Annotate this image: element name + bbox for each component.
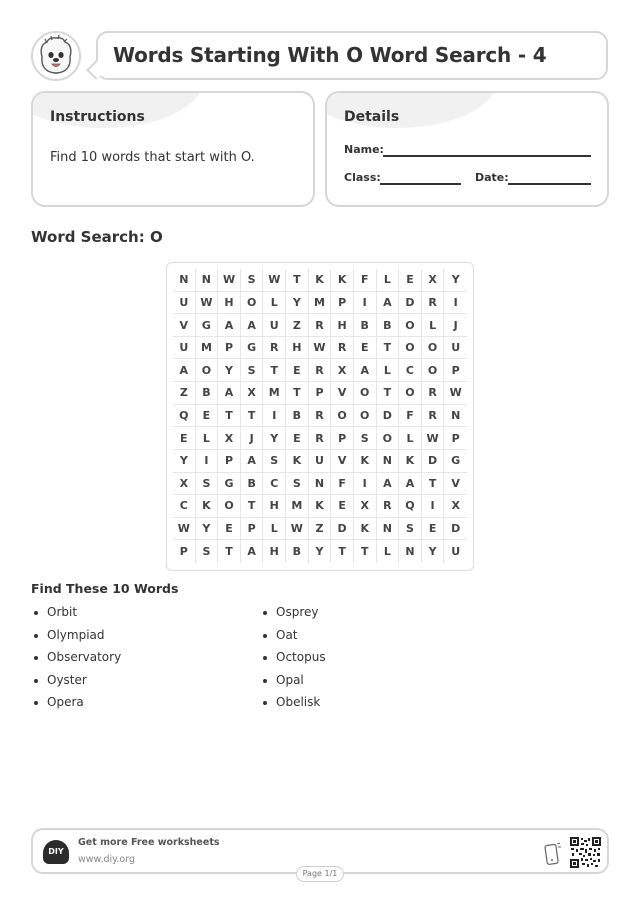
grid-cell[interactable]: E bbox=[331, 495, 354, 518]
grid-cell[interactable]: E bbox=[173, 427, 196, 450]
grid-cell[interactable]: L bbox=[263, 292, 286, 315]
grid-cell[interactable]: E bbox=[422, 518, 445, 541]
grid-cell[interactable]: N bbox=[377, 518, 400, 541]
instructions-panel bbox=[31, 91, 315, 207]
grid-cell[interactable]: B bbox=[354, 314, 377, 337]
grid-cell[interactable]: V bbox=[173, 314, 196, 337]
grid-cell[interactable]: W bbox=[218, 269, 241, 292]
grid-cell[interactable]: Y bbox=[309, 540, 332, 563]
grid-cell[interactable]: O bbox=[196, 359, 219, 382]
grid-cell[interactable]: I bbox=[263, 405, 286, 428]
grid-cell[interactable]: N bbox=[173, 269, 196, 292]
date-label: Date: bbox=[475, 171, 509, 184]
grid-cell[interactable]: I bbox=[354, 292, 377, 315]
grid-cell[interactable]: X bbox=[241, 382, 264, 405]
footer-url-link[interactable]: www.diy.org bbox=[78, 854, 135, 865]
grid-cell[interactable]: R bbox=[263, 337, 286, 360]
word-search-heading: Word Search: O bbox=[31, 228, 163, 246]
grid-cell[interactable]: R bbox=[422, 382, 445, 405]
grid-cell[interactable]: E bbox=[286, 359, 309, 382]
grid-cell[interactable]: A bbox=[377, 473, 400, 496]
grid-cell[interactable]: E bbox=[218, 518, 241, 541]
word-item: Octopus bbox=[276, 650, 326, 664]
details-panel bbox=[325, 91, 609, 207]
grid-cell[interactable]: S bbox=[354, 427, 377, 450]
grid-cell[interactable]: O bbox=[399, 314, 422, 337]
class-label: Class: bbox=[344, 171, 381, 184]
grid-cell[interactable]: U bbox=[173, 292, 196, 315]
grid-cell[interactable]: D bbox=[422, 450, 445, 473]
grid-cell[interactable]: T bbox=[422, 473, 445, 496]
grid-cell[interactable]: X bbox=[218, 427, 241, 450]
grid-cell[interactable]: O bbox=[241, 292, 264, 315]
grid-cell[interactable]: T bbox=[377, 337, 400, 360]
grid-cell[interactable]: K bbox=[309, 269, 332, 292]
grid-cell[interactable]: Z bbox=[286, 314, 309, 337]
grid-cell[interactable]: W bbox=[444, 382, 467, 405]
grid-cell[interactable]: V bbox=[331, 382, 354, 405]
grid-cell[interactable]: E bbox=[286, 427, 309, 450]
grid-cell[interactable]: R bbox=[422, 405, 445, 428]
grid-cell[interactable]: F bbox=[354, 269, 377, 292]
grid-cell[interactable]: X bbox=[422, 269, 445, 292]
grid-cell[interactable]: P bbox=[173, 540, 196, 563]
grid-cell[interactable]: U bbox=[263, 314, 286, 337]
grid-cell[interactable]: R bbox=[422, 292, 445, 315]
grid-cell[interactable]: T bbox=[286, 382, 309, 405]
grid-cell[interactable]: T bbox=[218, 540, 241, 563]
grid-cell[interactable]: G bbox=[196, 314, 219, 337]
grid-cell[interactable]: B bbox=[241, 473, 264, 496]
grid-cell[interactable]: D bbox=[444, 518, 467, 541]
grid-cell[interactable]: P bbox=[218, 450, 241, 473]
word-item: Oat bbox=[276, 628, 298, 642]
grid-cell[interactable]: Z bbox=[173, 382, 196, 405]
grid-cell[interactable]: O bbox=[399, 382, 422, 405]
grid-cell[interactable]: I bbox=[444, 292, 467, 315]
grid-cell[interactable]: L bbox=[196, 427, 219, 450]
grid-cell[interactable]: Y bbox=[196, 518, 219, 541]
grid-cell[interactable]: C bbox=[263, 473, 286, 496]
phone-icon bbox=[544, 842, 562, 870]
grid-cell[interactable]: B bbox=[196, 382, 219, 405]
grid-cell[interactable]: H bbox=[263, 540, 286, 563]
word-list-heading: Find These 10 Words bbox=[31, 581, 179, 596]
grid-cell[interactable]: V bbox=[444, 473, 467, 496]
date-field[interactable] bbox=[508, 183, 591, 185]
word-item: Opal bbox=[276, 673, 304, 687]
grid-cell[interactable]: E bbox=[354, 337, 377, 360]
grid-cell[interactable]: W bbox=[196, 292, 219, 315]
grid-cell[interactable]: R bbox=[309, 427, 332, 450]
qr-code-icon[interactable] bbox=[570, 837, 601, 868]
grid-cell[interactable]: R bbox=[309, 405, 332, 428]
word-item: Oyster bbox=[47, 673, 87, 687]
grid-cell[interactable]: R bbox=[309, 314, 332, 337]
grid-cell[interactable]: N bbox=[444, 405, 467, 428]
grid-cell[interactable]: T bbox=[263, 359, 286, 382]
logo-text: DIY bbox=[48, 847, 64, 856]
grid-cell[interactable]: I bbox=[354, 473, 377, 496]
class-field[interactable] bbox=[380, 183, 461, 185]
word-item: Obelisk bbox=[276, 695, 321, 709]
grid-cell[interactable]: T bbox=[377, 382, 400, 405]
instructions-text: Find 10 words that start with O. bbox=[50, 150, 255, 165]
grid-cell[interactable]: L bbox=[377, 540, 400, 563]
grid-cell[interactable]: Y bbox=[263, 427, 286, 450]
grid-cell[interactable]: P bbox=[331, 292, 354, 315]
grid-cell[interactable]: W bbox=[422, 427, 445, 450]
word-item: Opera bbox=[47, 695, 84, 709]
grid-cell[interactable]: P bbox=[331, 427, 354, 450]
grid-cell[interactable]: T bbox=[354, 540, 377, 563]
grid-cell[interactable]: S bbox=[241, 359, 264, 382]
grid-cell[interactable]: K bbox=[196, 495, 219, 518]
grid-cell[interactable]: W bbox=[309, 337, 332, 360]
grid-cell[interactable]: T bbox=[286, 269, 309, 292]
grid-cell[interactable]: H bbox=[263, 495, 286, 518]
diy-logo-icon[interactable] bbox=[43, 840, 69, 864]
grid-cell[interactable]: J bbox=[444, 314, 467, 337]
grid-cell[interactable]: O bbox=[218, 495, 241, 518]
grid-cell[interactable]: O bbox=[354, 405, 377, 428]
grid-cell[interactable]: D bbox=[399, 292, 422, 315]
grid-cell[interactable]: X bbox=[331, 359, 354, 382]
grid-cell[interactable]: J bbox=[241, 427, 264, 450]
grid-cell[interactable]: R bbox=[377, 495, 400, 518]
grid-cell[interactable]: N bbox=[377, 450, 400, 473]
grid-cell[interactable]: M bbox=[196, 337, 219, 360]
grid-cell[interactable]: Q bbox=[399, 495, 422, 518]
grid-cell[interactable]: W bbox=[173, 518, 196, 541]
grid-cell[interactable]: A bbox=[173, 359, 196, 382]
grid-cell[interactable]: E bbox=[399, 269, 422, 292]
grid-cell[interactable]: E bbox=[196, 405, 219, 428]
grid-cell[interactable]: A bbox=[241, 540, 264, 563]
grid-cell[interactable]: N bbox=[196, 269, 219, 292]
grid-cell[interactable]: K bbox=[354, 450, 377, 473]
grid-cell[interactable]: P bbox=[218, 337, 241, 360]
grid-cell[interactable]: K bbox=[309, 495, 332, 518]
title-bubble bbox=[96, 31, 608, 80]
grid-cell[interactable]: C bbox=[173, 495, 196, 518]
name-field[interactable] bbox=[383, 155, 591, 157]
footer-promo-text: Get more Free worksheets bbox=[78, 837, 220, 848]
grid-cell[interactable]: A bbox=[354, 359, 377, 382]
grid-cell[interactable]: N bbox=[399, 540, 422, 563]
grid-cell[interactable]: G bbox=[241, 337, 264, 360]
grid-cell[interactable]: B bbox=[377, 314, 400, 337]
grid-cell[interactable]: O bbox=[422, 337, 445, 360]
grid-cell[interactable]: S bbox=[196, 473, 219, 496]
grid-cell[interactable]: O bbox=[422, 359, 445, 382]
grid-cell[interactable]: A bbox=[399, 473, 422, 496]
word-search-grid-frame bbox=[166, 262, 474, 571]
grid-cell[interactable]: U bbox=[173, 337, 196, 360]
grid-cell[interactable]: R bbox=[331, 337, 354, 360]
name-label: Name: bbox=[344, 143, 384, 156]
grid-cell[interactable]: G bbox=[444, 450, 467, 473]
word-item: Olympiad bbox=[47, 628, 105, 642]
grid-cell[interactable]: S bbox=[286, 473, 309, 496]
word-item: Observatory bbox=[47, 650, 122, 664]
grid-cell[interactable]: T bbox=[331, 540, 354, 563]
grid-cell[interactable]: L bbox=[422, 314, 445, 337]
grid-cell[interactable]: H bbox=[331, 314, 354, 337]
grid-cell[interactable]: L bbox=[399, 427, 422, 450]
page-indicator: Page 1/1 bbox=[296, 866, 344, 882]
grid-cell[interactable]: A bbox=[241, 314, 264, 337]
grid-cell[interactable]: O bbox=[331, 405, 354, 428]
grid-cell[interactable]: T bbox=[241, 495, 264, 518]
grid-cell[interactable]: P bbox=[309, 382, 332, 405]
word-item: Osprey bbox=[276, 605, 319, 619]
instructions-heading: Instructions bbox=[50, 109, 145, 125]
grid-cell[interactable]: A bbox=[241, 450, 264, 473]
grid-cell[interactable]: T bbox=[218, 405, 241, 428]
grid-cell[interactable]: I bbox=[196, 450, 219, 473]
grid-cell[interactable]: O bbox=[354, 382, 377, 405]
grid-cell[interactable]: L bbox=[377, 269, 400, 292]
grid-cell[interactable]: Y bbox=[218, 359, 241, 382]
grid-cell[interactable]: W bbox=[263, 269, 286, 292]
grid-cell[interactable]: A bbox=[218, 382, 241, 405]
grid-cell[interactable]: K bbox=[331, 269, 354, 292]
grid-cell[interactable]: D bbox=[377, 405, 400, 428]
grid-cell[interactable]: S bbox=[263, 450, 286, 473]
grid-cell[interactable]: K bbox=[354, 518, 377, 541]
grid-cell[interactable]: M bbox=[309, 292, 332, 315]
grid-cell[interactable]: A bbox=[377, 292, 400, 315]
grid-cell[interactable]: Q bbox=[173, 405, 196, 428]
grid-cell[interactable]: W bbox=[286, 518, 309, 541]
grid-cell[interactable]: H bbox=[218, 292, 241, 315]
grid-cell[interactable]: V bbox=[331, 450, 354, 473]
grid-cell[interactable]: U bbox=[309, 450, 332, 473]
grid-cell[interactable]: Y bbox=[286, 292, 309, 315]
grid-cell[interactable]: L bbox=[377, 359, 400, 382]
grid-cell[interactable]: O bbox=[377, 427, 400, 450]
grid-cell[interactable]: X bbox=[354, 495, 377, 518]
grid-cell[interactable]: Y bbox=[422, 540, 445, 563]
grid-cell[interactable]: G bbox=[218, 473, 241, 496]
grid-cell[interactable]: Y bbox=[173, 450, 196, 473]
grid-cell[interactable]: M bbox=[263, 382, 286, 405]
grid-cell[interactable]: R bbox=[309, 359, 332, 382]
grid-cell[interactable]: D bbox=[331, 518, 354, 541]
grid-cell[interactable]: U bbox=[444, 337, 467, 360]
grid-cell[interactable]: Y bbox=[444, 269, 467, 292]
grid-cell[interactable]: S bbox=[399, 518, 422, 541]
grid-cell[interactable]: P bbox=[241, 518, 264, 541]
grid-cell[interactable]: I bbox=[422, 495, 445, 518]
mascot-avatar-icon bbox=[31, 31, 81, 81]
grid-cell[interactable]: P bbox=[444, 359, 467, 382]
grid-cell[interactable]: K bbox=[286, 450, 309, 473]
word-search-grid bbox=[173, 269, 467, 563]
grid-cell[interactable]: C bbox=[399, 359, 422, 382]
grid-cell[interactable]: X bbox=[444, 495, 467, 518]
word-item: Orbit bbox=[47, 605, 78, 619]
grid-cell[interactable]: T bbox=[241, 405, 264, 428]
grid-cell[interactable]: U bbox=[451, 545, 461, 559]
grid-cell[interactable]: N bbox=[309, 473, 332, 496]
bubble-tail bbox=[86, 60, 106, 80]
grid-cell[interactable]: K bbox=[399, 450, 422, 473]
grid-cell[interactable]: F bbox=[331, 473, 354, 496]
grid-cell[interactable]: O bbox=[399, 337, 422, 360]
grid-cell[interactable]: Z bbox=[309, 518, 332, 541]
grid-cell[interactable]: M bbox=[286, 495, 309, 518]
grid-cell[interactable]: H bbox=[286, 337, 309, 360]
details-heading: Details bbox=[344, 109, 400, 125]
grid-cell[interactable]: F bbox=[399, 405, 422, 428]
grid-cell[interactable]: S bbox=[241, 269, 264, 292]
grid-cell[interactable]: L bbox=[263, 518, 286, 541]
grid-cell[interactable]: A bbox=[218, 314, 241, 337]
grid-cell[interactable]: B bbox=[286, 405, 309, 428]
grid-cell[interactable]: X bbox=[173, 473, 196, 496]
grid-cell[interactable]: P bbox=[444, 427, 467, 450]
page-title: Words Starting With O Word Search - 4 bbox=[113, 43, 547, 67]
grid-cell[interactable]: S bbox=[196, 540, 219, 563]
grid-cell[interactable]: B bbox=[286, 540, 309, 563]
